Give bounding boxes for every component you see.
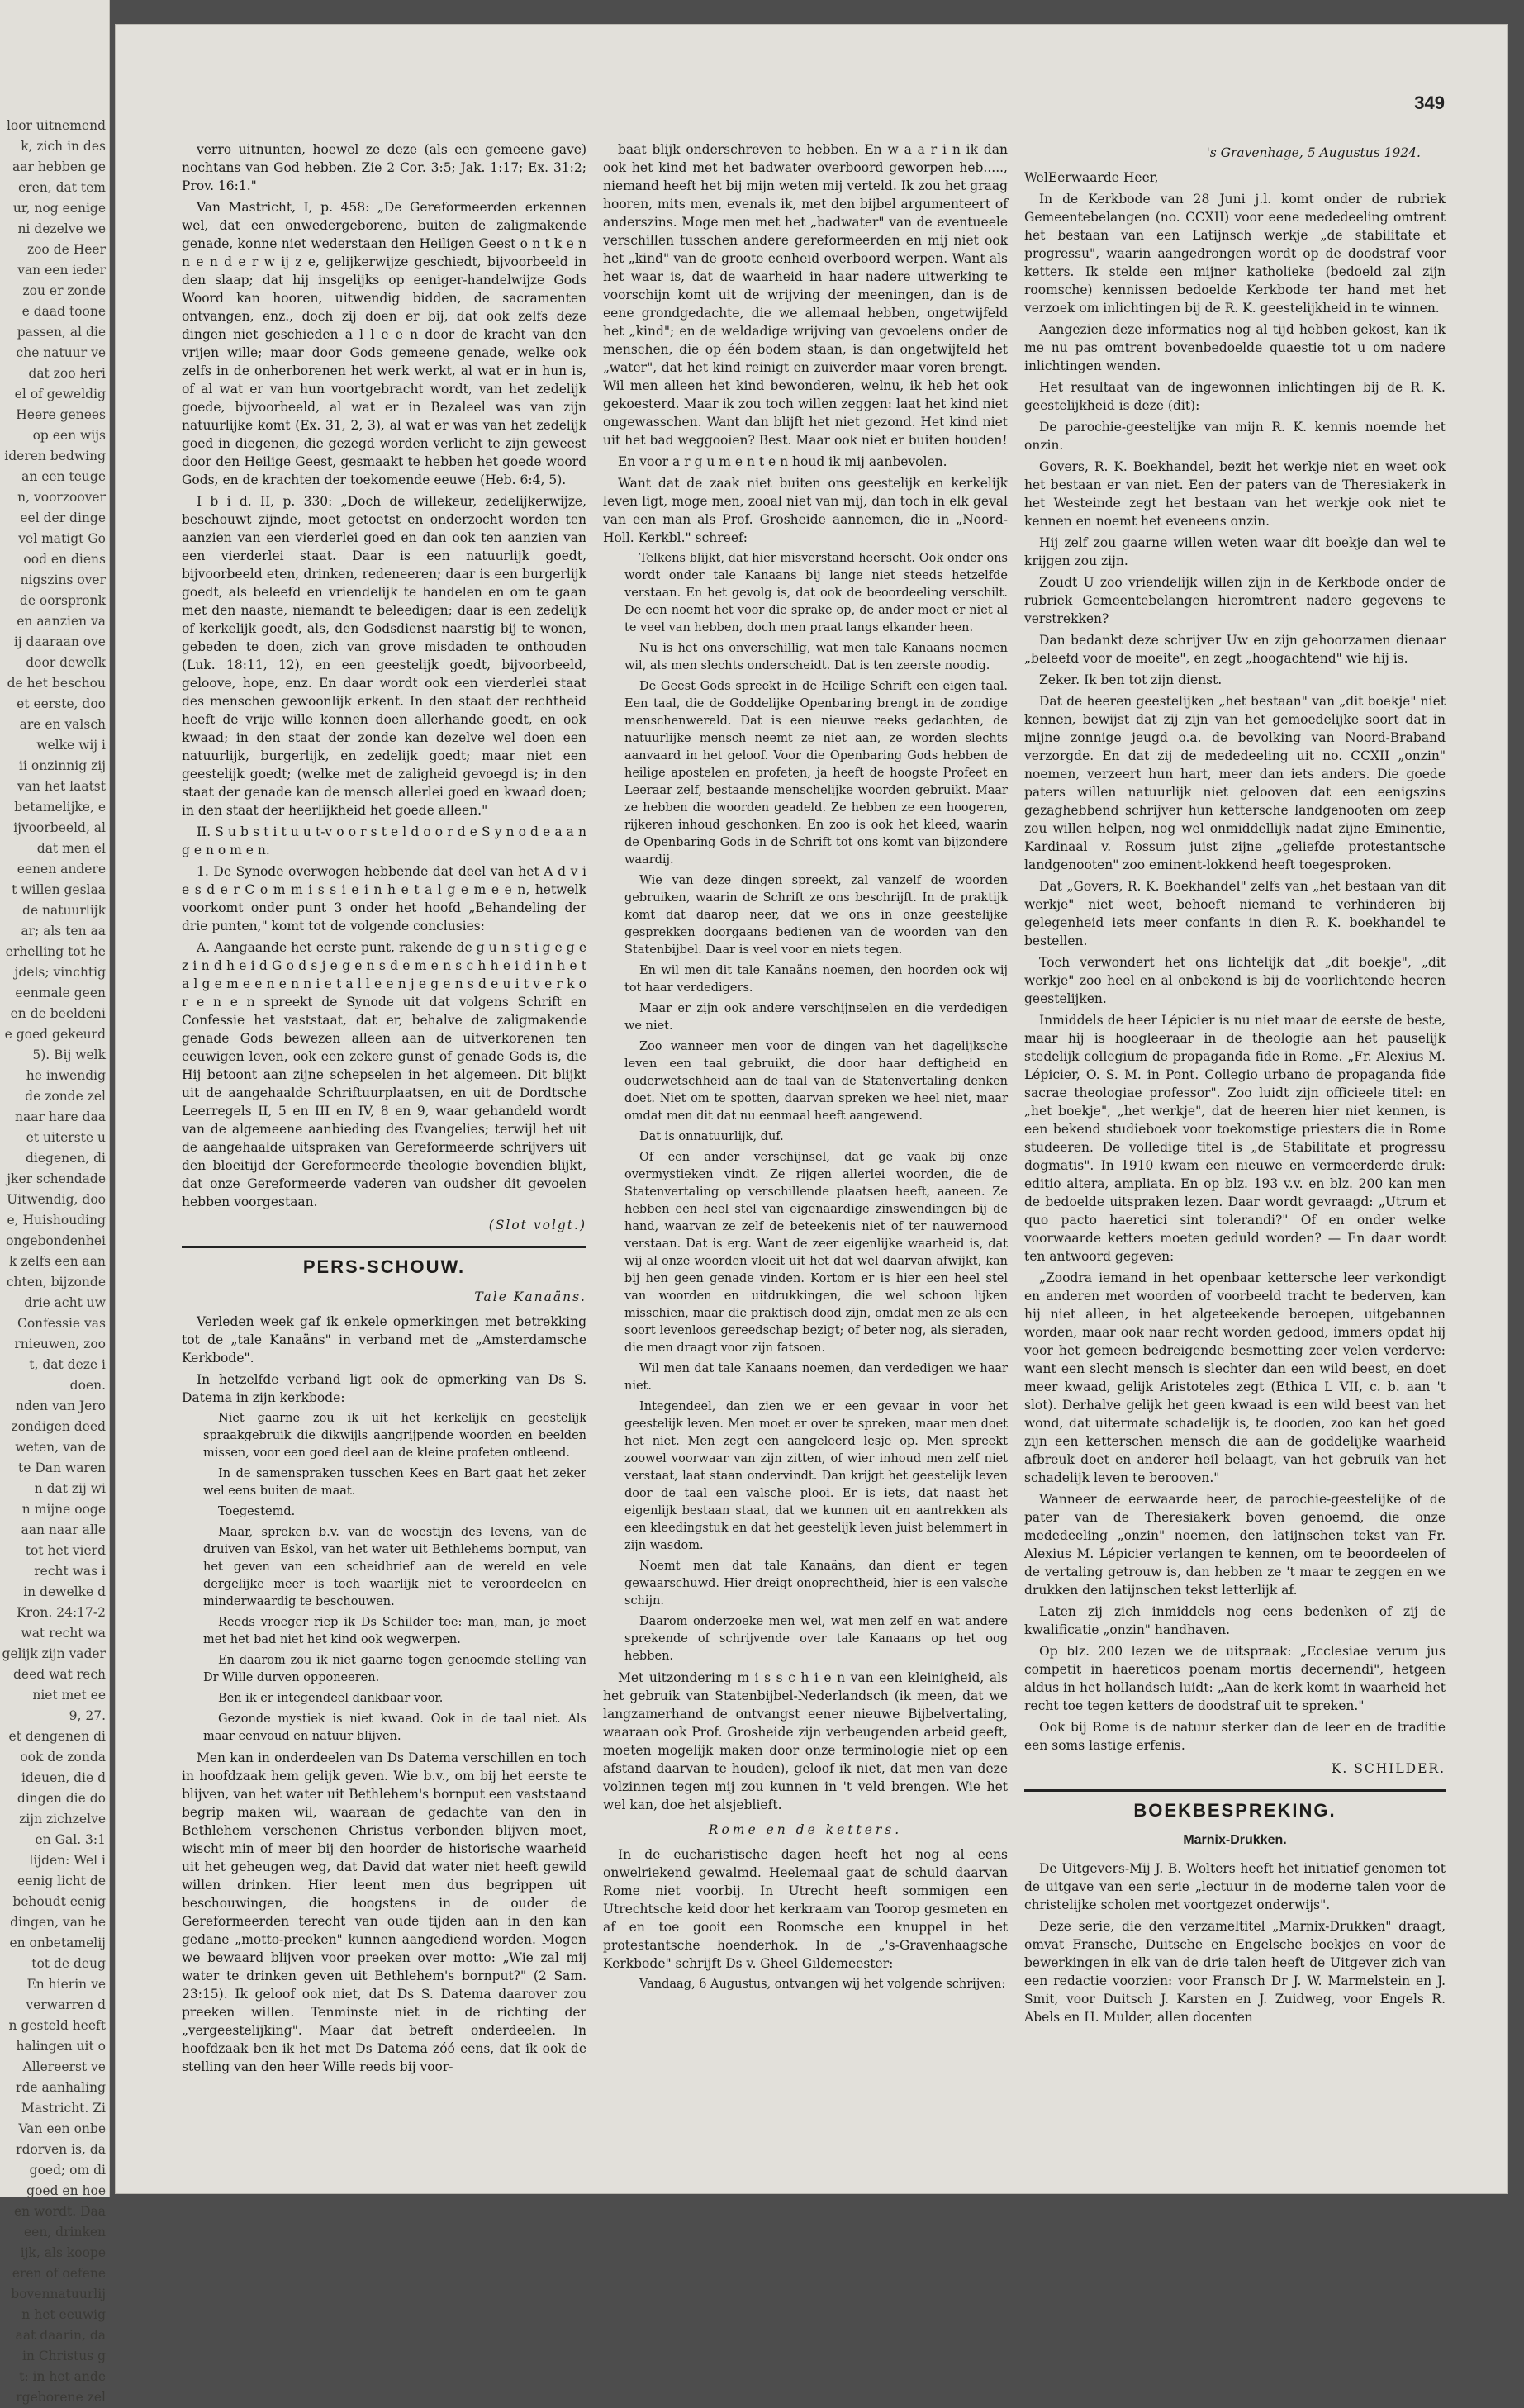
- paragraph: En voor a r g u m e n t e n houd ik mij aanbevolen.: [618, 454, 947, 469]
- strip-line: aar hebben ge: [12, 159, 106, 174]
- paragraph: En wil men dit tale Kanaäns noemen, den hoorden ook wij tot haar verdedigers.: [624, 964, 1008, 995]
- paragraph: Daarom onderzoeke men wel, wat men zelf en wat andere sprekende of schrijvende over tale Kanaans op het oog hebben.: [624, 1615, 1008, 1663]
- previous-page-text: [0, 116, 106, 2408]
- strip-line: ongebondenhei: [6, 1233, 106, 1248]
- paragraph: Vandaag, 6 Augustus, ontvangen wij het volgende schrijven:: [639, 1978, 1006, 1991]
- paragraph: Integendeel, dan zien we er een gevaar in voor het geestelijk leven. Men moet er over te spreken, maar men doet het niet. Men zegt een aangeleerd lesje op. Men spreekt zoowel voorwaar van zijn zitten, of wier inhoud men zelf niet verstaat, laat staan ondervindt. Dan krijgt het geestelijk leven door de taal een valsche plooi. Er is iets, dat naast het eigenlijk bestaan staat, dat we kunnen uit en aantrekken als een kleedingstuk en dat het geestelijk leven juist belemmert in zijn wasdom.: [624, 1400, 1008, 1552]
- strip-line: niet met ee: [32, 1688, 106, 1703]
- paragraph: Ben ik er integendeel dankbaar voor.: [218, 1692, 444, 1705]
- sub-heading-rome-ketters: Rome en de ketters.: [708, 1822, 903, 1837]
- strip-line: nden van Jero: [15, 1399, 106, 1413]
- strip-line: in dewelke d: [23, 1584, 106, 1599]
- strip-line: eenig licht de: [17, 1874, 106, 1888]
- page-number: 349: [1414, 93, 1445, 113]
- strip-line: Mastricht. Zi: [21, 2101, 106, 2116]
- strip-line: Van een onbe: [18, 2121, 106, 2136]
- strip-line: et eerste, doo: [17, 696, 106, 711]
- divider: [182, 1246, 586, 1248]
- strip-line: ur, nog eenige: [12, 201, 106, 216]
- strip-line: are en valsch: [19, 717, 106, 732]
- strip-line: wat recht wa: [21, 1626, 106, 1641]
- paragraph: Wil men dat tale Kanaans noemen, dan verdedigen we haar niet.: [624, 1362, 1008, 1393]
- strip-line: verwarren d: [26, 1997, 106, 2012]
- paragraph: Telkens blijkt, dat hier misverstand heerscht. Ook onder ons wordt onder tale Kanaans bij lange niet steeds hetzelfde verstaan. En het gevolg is, dat ook de beoordeeling verschilt. De een noemt het voor die sprake op, de ander moet er niet al te veel van hebben, doch men praat langs elkander heen.: [624, 552, 1008, 634]
- paragraph: Deze serie, die den verzameltitel „Marnix-Drukken" draagt, omvat Fransche, Duitsche en Engelsche boekjes en voor de bewerkingen in elk van de drie talen heeft de Uitgever zich van een redactie voorzien: voor Fransch Dr J. W. Marmelstein en J. Smit, voor Duitsch J. Karsten en J. Zuidweg, voor Engels R. Abels en H. Mulder, allen docenten: [1024, 1919, 1446, 2025]
- paragraph: Zoudt U zoo vriendelijk willen zijn in de Kerkbode onder de rubriek Gemeentebelangen hieromtrent nadere gegevens te verstrekken?: [1024, 575, 1446, 626]
- strip-line: diegenen, di: [25, 1151, 106, 1166]
- strip-line: Allereerst ve: [22, 2059, 106, 2074]
- paragraph: De Uitgevers-Mij J. B. Wolters heeft het initiatief genomen tot de uitgave van een serie „lectuur in de moderne talen voor de christelijke scholen met voortgezet onderwijs".: [1024, 1861, 1446, 1912]
- strip-line: van een ieder: [17, 263, 106, 278]
- strip-line: eenmale geen: [15, 986, 106, 1000]
- paragraph: Reeds vroeger riep ik Ds Schilder toe: man, man, je moet met het bad niet het kind ook wegwerpen.: [203, 1616, 586, 1646]
- strip-line: eenen andere: [17, 862, 106, 876]
- strip-line: weten, van de: [15, 1440, 106, 1455]
- strip-line: n gesteld heeft: [8, 2018, 106, 2033]
- paragraph: II. S u b s t i t u u t-v o o r s t e l d o o r d e S y n o d e a a n g e n o m e n.: [182, 824, 586, 857]
- paragraph: In de samenspraken tusschen Kees en Bart gaat het zeker wel eens buiten de maat.: [203, 1467, 586, 1498]
- previous-page-edge: [0, 0, 110, 2405]
- strip-line: ni dezelve we: [17, 221, 106, 236]
- paragraph: Het resultaat van de ingewonnen inlichtingen bij de R. K. geestelijkheid is deze (dit):: [1024, 380, 1446, 413]
- strip-line: ii onzinnig zij: [19, 758, 106, 773]
- strip-line: jker schendade: [7, 1171, 106, 1186]
- strip-line: n, voorzoover: [17, 490, 106, 505]
- strip-line: t willen geslaa: [12, 882, 106, 897]
- dateline: 's Gravenhage, 5 Augustus 1924.: [1206, 145, 1421, 160]
- column-1: [182, 140, 586, 2079]
- paragraph: Gezonde mystiek is niet kwaad. Ook in de taal niet. Als maar eenvoud en natuur blijven.: [203, 1712, 586, 1743]
- strip-line: rnieuwen, zoo: [14, 1337, 106, 1351]
- strip-line: recht was i: [34, 1564, 106, 1579]
- paragraph: verro uitnunten, hoewel ze deze (als een gemeene gave) nochtans van God hebben. Zie 2 Cor. 3:5; Jak. 1:17; Ex. 31:2; Prov. 16:1.": [182, 142, 586, 193]
- strip-line: en wordt. Daa: [13, 2204, 106, 2219]
- strip-line: k, zich in des: [21, 139, 106, 154]
- strip-line: gelijk zijn vader: [2, 1646, 106, 1661]
- paragraph: Govers, R. K. Boekhandel, bezit het werkje niet en weet ook het bestaan er van niet. Een der paters van de Theresiakerk in het Westeinde zegt het bestaan van het werkje ook niet te kennen en noemt het eveneens onzin.: [1024, 459, 1446, 529]
- strip-line: halingen uit o: [16, 2039, 106, 2054]
- signature: K. SCHILDER.: [1331, 1761, 1446, 1776]
- paragraph: Aangezien deze informaties nog al tijd hebben gekost, kan ik me nu pas omtrent bovenbedoelde quaestie tot u om nadere inlichtingen wenden.: [1024, 322, 1446, 373]
- paragraph: Wanneer de eerwaarde heer, de parochie-geestelijke of de pater van de Theresiakerk boven genoemd, die onze mededeeling „onzin" noemen, den latijnschen tekst van Fr. Alexius M. Lépicier verlangen te kennen, om te beoordeelen of de vertaling getrouw is, dan hebben ze 't maar te zeggen en we drukken den latijnschen tekst letterlijk af.: [1024, 1492, 1446, 1598]
- paragraph: En daarom zou ik niet gaarne togen genoemde stelling van Dr Wille durven opponeeren.: [203, 1654, 586, 1684]
- strip-line: an een teuge: [21, 469, 106, 484]
- strip-line: en aanzien va: [17, 614, 106, 629]
- paragraph: Nu is het ons onverschillig, wat men tale Kanaans noemen wil, als men slechts onderscheidt. Dat is ten zeerste noodig.: [624, 642, 1008, 672]
- strip-line: t: in het ande: [19, 2369, 106, 2384]
- strip-line: zou er zonde: [22, 283, 106, 298]
- strip-line: in Christus g: [21, 2349, 106, 2363]
- strip-line: bovennatuurlij: [11, 2287, 106, 2301]
- strip-line: 5). Bij welk: [32, 1047, 106, 1062]
- strip-line: zoo de Heer: [26, 242, 106, 257]
- strip-line: rde aanhaling: [16, 2080, 106, 2095]
- paragraph: Maar er zijn ook andere verschijnselen en die verdedigen we niet.: [624, 1002, 1008, 1033]
- paragraph: In hetzelfde verband ligt ook de opmerking van Ds S. Datema in zijn kerkbode:: [182, 1372, 586, 1405]
- strip-line: e, Huishouding: [7, 1213, 106, 1228]
- paragraph: Op blz. 200 lezen we de uitspraak: „Ecclesiae verum jus competit in haereticos poenam mortis decernendi", hetgeen aldus in het hollandsch luidt: „Aan de kerk komt in waarheid het recht toe tegen ketters de doodstraf uit te spreken.": [1024, 1644, 1446, 1713]
- paragraph: Laten zij zich inmiddels nog eens bedenken of zij de kwalificatie „onzin" handhaven.: [1024, 1604, 1446, 1637]
- paragraph: Of een ander verschijnsel, dat ge vaak bij onze overmystieken vindt. Ze rijgen allerlei woorden, die de Statenvertaling op verschillende plaatsen heeft, aaneen. Ze hebben een heel stel van eigenaardige zinswendingen bij de hand, waarvan ze zelf de beteekenis niet of ter nauwernood verstaan. Dat is erg. Want de zeer eigenlijke waarheid is, dat wij al onze woorden vloeit uit het dat wel daarvan afwijkt, kan bij hen geen genade vinden. Kortom er is hier een heel stel van woorden en uitdrukkingen, die wel schoon lijken misschien, maar die praktisch dood zijn, omdat men ze als een soort levenloos gereedschap bezigt; of beter nog, als sieraden, die men draagt voor zijn fatsoen.: [624, 1151, 1008, 1355]
- strip-line: op een wijs: [32, 428, 106, 443]
- strip-line: e daad toone: [21, 304, 106, 319]
- slot-volgt: (Slot volgt.): [488, 1218, 586, 1232]
- section-title-boekbespreking: BOEKBESPREKING.: [1133, 1800, 1336, 1821]
- paragraph: Men kan in onderdeelen van Ds Datema verschillen en toch in hoofdzaak hem gelijk geven. Wie b.v., om bij het eerste te blijven, van het water uit Bethlehem's bornput een vaststaand begrip maken wil, waaraan de gedachte van den in Bethlehem verschenen Christus verbonden blijven moet, wischt min of meer bij den hoorder de historische waarheid uit het geheugen weg, dat David dat water niet heeft gewild willen drinken. Hier leent men dus begrippen uit beschouwingen, die hoogstens in de ouder de Gereformeerden terecht van oude tijden aan in den kan gedane „motto-preeken" kunnen aangediend worden. Mogen we bewaard blijven voor preeken over motto: „Wie zal mij water te drinken geven uit Bethlehem's bornput?" (2 Sam. 23:15). Ik geloof ook niet, dat Ds S. Datema daarover zou preeken willen. Tenminste niet in de richting der „vergeestelijking". Maar dat betreft onderdeelen. In hoofdzaak ben ik het met Ds Datema zóó eens, dat ik ook de stelling van den heer Wille reeds bij voor-: [182, 1750, 586, 2074]
- strip-line: te Dan waren: [18, 1460, 106, 1475]
- paragraph: In de Kerkbode van 28 Juni j.l. komt onder de rubriek Gemeentebelangen (no. CCXII) voor eene mededeeling omtrent het bestaan van een Latijnsch werkje „de stabilitate et progressu", waarin aangedrongen wordt op de doodstraf voor ketters. Ik stelde een mijner katholieke (bedoeld zal zijn roomsche) kennissen bedoelde Kerkbode ter hand met het verzoek om inlichtingen bij de R. K. geestelijkheid in te winnen.: [1024, 192, 1446, 316]
- paragraph: Inmiddels de heer Lépicier is nu niet maar de eerste de beste, maar hij is hoogleeraar in de theologie aan het pauselijk stedelijk collegium de propaganda fide in Rome. „Fr. Alexius M. Lépicier, O. S. M. in Pont. Collegio urbano de propaganda fide sacrae theologiae professor". Zoo luidt zijn officieele titel: en „het boekje", „het werkje", dat de heeren hier niet kennen, is een bekend studieboek voor toekomstige priesters die in Rome studeeren. De volledige titel is „de Stabilitate et progressu dogmatis". In 1910 kwam een nieuwe en vermeerderde druk: editio altera, ampliata. En op blz. 193 v.v. en blz. 200 kan men de bedoelde uitspraken lezen. Daar wordt gevraagd: „Utrum et quo pacto haeretici sint tolerandi?" Of en onder welke voorwaarde ketters moeten geduld worden? — En daar wordt ten antwoord gegeven:: [1024, 1013, 1446, 1264]
- strip-line: behoudt eenig: [12, 1894, 106, 1909]
- strip-line: et dengenen di: [8, 1729, 106, 1744]
- strip-line: n het eeuwig: [21, 2307, 106, 2322]
- strip-line: naar hare daa: [15, 1109, 106, 1124]
- paragraph: De parochie-geestelijke van mijn R. K. kennis noemde het onzin.: [1024, 420, 1446, 453]
- strip-line: door dewelk: [26, 655, 106, 670]
- strip-line: rgeborene zel: [16, 2390, 106, 2405]
- divider: [1024, 1789, 1446, 1792]
- strip-line: dingen die do: [17, 1791, 106, 1806]
- strip-line: eel der dinge: [20, 511, 106, 525]
- paragraph: Noemt men dat tale Kanaäns, dan dient er tegen gewaarschuwd. Hier dreigt onoprechtheid, hier is een valsche schijn.: [624, 1560, 1008, 1608]
- strip-line: goed en hoe: [26, 2183, 106, 2198]
- sub-heading-tale-kanaans: Tale Kanaäns.: [474, 1289, 586, 1304]
- strip-line: erhelling tot he: [5, 944, 106, 959]
- sub-heading-marnix-drukken: Marnix-Drukken.: [1183, 1833, 1287, 1847]
- strip-line: eren, dat tem: [17, 180, 106, 195]
- paragraph: In de eucharistische dagen heeft het nog al eens onwelriekend gewalmd. Heelemaal gaat de schuld daarvan Rome niet voorbij. In Utrecht heeft sommigen een Utrechtsche keid door het kerkraam van Toorop gesmeten en af en toe gooit een Roomsche een knuppel in het protestantsche hoenderhok. In de „'s-Gravenhaagsche Kerkbode" schrijft Ds v. Gheel Gildemeester:: [603, 1847, 1008, 1971]
- strip-line: dat men el: [36, 841, 106, 856]
- strip-line: ar; als ten aa: [21, 924, 106, 938]
- paragraph: Verleden week gaf ik enkele opmerkingen met betrekking tot de „tale Kanaäns" in verband met de „Amsterdamsche Kerkbode".: [182, 1314, 586, 1365]
- paragraph: Dat „Govers, R. K. Boekhandel" zelfs van „het bestaan van dit werkje" niet weet, behoeft niemand te verhinderen bij gelegenheid iets meer confants in dien R. K. boekhandel te bestellen.: [1024, 879, 1446, 948]
- strip-line: vel matigt Go: [18, 531, 106, 546]
- strip-line: deed wat rech: [12, 1667, 106, 1682]
- strip-line: een, drinken: [23, 2225, 106, 2239]
- strip-line: drie acht uw: [24, 1295, 106, 1310]
- strip-line: en Gal. 3:1: [35, 1832, 106, 1847]
- strip-line: n dat zij wi: [34, 1481, 106, 1496]
- strip-line: tot de deug: [31, 1956, 106, 1971]
- closing-remark: Ook bij Rome is de natuur sterker dan de leer en de traditie een soms lastige erfenis.: [1024, 1720, 1446, 1753]
- paragraph: Met uitzondering m i s s c h i e n van een kleinigheid, als het gebruik van Statenbijbel-Nederlandsch (ik meen, dat we langzamerhand de ontvangst eener nieuwe Bijbelvertaling, waaraan ook Prof. Grosheide zijn verbeugenden arbeid geeft, moeten mogelijk maken door onze terminologie niet op een afstand daarvan te houden), geloof ik niet, dat men van deze volzinnen tegen mij zou kunnen in 't veld brengen. Wie het wel kan, doe het alsjeblieft.: [603, 1670, 1008, 1812]
- salutation: WelEerwaarde Heer,: [1024, 170, 1159, 185]
- strip-line: lijden: Wel i: [29, 1853, 106, 1868]
- strip-line: chten, bijzonde: [6, 1275, 106, 1289]
- strip-line: de het beschou: [7, 676, 106, 691]
- strip-line: tot het vierd: [25, 1543, 106, 1558]
- column-2: [603, 140, 1008, 1997]
- strip-line: nigszins over: [20, 572, 106, 587]
- strip-line: ijk, als koope: [20, 2245, 106, 2260]
- strip-line: goed; om di: [29, 2163, 106, 2178]
- paragraph: Want dat de zaak niet buiten ons geestelijk en kerkelijk leven ligt, moge men, zooal niet van mij, dan toch in elk geval van een man als Prof. Grosheide aannemen, die in „Noord-Holl. Kerkbl." schreef:: [603, 476, 1008, 545]
- strip-line: betamelijke, e: [14, 800, 106, 815]
- strip-line: ood en diens: [23, 552, 106, 567]
- strip-line: 9, 27.: [69, 1708, 106, 1723]
- strip-line: n mijne ooge: [21, 1502, 106, 1517]
- strip-line: ideuen, die d: [21, 1770, 106, 1785]
- paragraph: Zeker. Ik ben tot zijn dienst.: [1039, 672, 1223, 687]
- strip-line: e goed gekeurd: [4, 1027, 106, 1042]
- strip-line: eren of oefene: [12, 2266, 106, 2281]
- paragraph: Toch verwondert het ons lichtelijk dat „dit boekje", „dit werkje" zoo heel en al onbekend is bij de voorlichtende heeren geestelijken.: [1024, 955, 1446, 1006]
- strip-line: en de beeldeni: [10, 1006, 106, 1021]
- strip-line: doen.: [69, 1378, 106, 1393]
- paragraph: Hij zelf zou gaarne willen weten waar dit boekje dan wel te krijgen zou zijn.: [1024, 535, 1446, 568]
- strip-line: de zonde zel: [25, 1089, 106, 1104]
- strip-line: aat daarin, da: [15, 2328, 106, 2343]
- strip-line: de oorspronk: [19, 593, 106, 608]
- strip-line: welke wij i: [36, 738, 106, 753]
- strip-line: k zelfs een aan: [9, 1254, 106, 1269]
- strip-line: che natuur ve: [16, 345, 106, 360]
- strip-line: passen, al die: [17, 325, 106, 340]
- strip-line: Confessie vas: [17, 1316, 106, 1331]
- strip-line: aan naar alle: [21, 1522, 106, 1537]
- paragraph: Dan bedankt deze schrijver Uw en zijn gehoorzamen dienaar „beleefd voor de moeite", en zegt „hoogachtend" wie hij is.: [1024, 633, 1446, 666]
- paragraph: „Zoodra iemand in het openbaar kettersche leer verkondigt en anderen met woorden of voorbeeld tracht te bederven, kan hij niet alleen, in het algeteekende beroepen, uitgebannen worden, maar ook naar recht worden gedood, immers opdat hij voor het gemeen bedreigende besmetting zeer velen verderve: want een slecht mensch is slechter dan een wild beest, en doet meer kwaad, gelijk Aristoteles zegt (Ethica L VII, c. b. aan 't slot). Derhalve gelijk het geen kwaad is een wild beest van het wond, dat uitermate schadelijk is, te dooden, zoo kan het goed zijn een ketterschen mensch die aan de goddelijke waarheid afbreuk doet en anderer heil belaagt, van het gebruik van het schadelijk leven te berooven.": [1024, 1270, 1446, 1485]
- strip-line: ook de zonda: [20, 1750, 106, 1764]
- strip-line: t, dat deze i: [29, 1357, 106, 1372]
- strip-line: he inwendig: [26, 1068, 106, 1083]
- strip-line: loor uitnemend: [6, 118, 106, 133]
- paragraph: Zoo wanneer men voor de dingen van het dagelijksche leven een taal gebruikt, die door haar deftigheid en ouderwetschheid aan de taal van de Statenvertaling denken doet. Niet om te spotten, daarvan spreken we heel niet, maar omdat men dit dat nu eenmaal heeft aangewend.: [624, 1040, 1008, 1123]
- paragraph: Maar, spreken b.v. van de woestijn des levens, van de druiven van Eskol, van het water uit Bethlehems bornput, van het geven van een scheidbrief aan de wereld en vele dergelijke meer is toch waarlijk niet te veroordeelen en minderwaardig te beschouwen.: [203, 1526, 586, 1608]
- paragraph: Toegestemd.: [218, 1505, 296, 1518]
- strip-line: Heere genees: [16, 407, 106, 422]
- paragraph: Dat de heeren geestelijken „het bestaan" van „dit boekje" niet kennen, bewijst dat zij zijn van het gemoedelijke soort dat in mijne zonnige jeugd o.a. de bevolking van Noord-Braband verzorgde. En dat zij de mededeeling uit no. CCXII „onzin" noemen, verzeert hun hart, meer dan iets anders. Die goede paters willen natuurlijk niet gelooven dat een eenigszins gezaghebbend schrijver hun kettersche landgenooten om zeep zou willen helpen, nog wel onmiddellijk nadat zijne Eminentie, Kardinaal v. Rossum juist zijne „geliefde protestantsche landgenooten" zoo eminent-lokkend heeft toegesproken.: [1024, 694, 1446, 872]
- column-3: [1024, 140, 1446, 2030]
- section-title-pers-schouw: PERS-SCHOUW.: [302, 1256, 466, 1277]
- strip-line: rdorven is, da: [16, 2142, 106, 2157]
- paragraph: A. Aangaande het eerste punt, rakende de g u n s t i g e g e z i n d h e i d G o d s j e g e n s d e m e n s c h h e i d i n h e t a l g e m e e n e n n i e t a l l e e n j e g e n s d e u i t v e r k o r e n e n spreekt de Synode uit dat volgens Schrift en Confessie het vaststaat, dat er, behalve de zaligmakende genade Gods bewezen alleen aan de uitverkorenen ten eeuwigen leven, ook een zekere gunst of genade Gods is, die Hij betoont aan zijne schepselen in het algemeen. Dit blijkt uit de aangehaalde Schriftuurplaatsen, en uit de Dordtsche Leerregels II, 5 en III en IV, 8 en 9, waar gehandeld wordt van de algemeene aanbieding des Evangelies; terwijl het uit de aangehaalde uitspraken van Gereformeerde schrijvers uit den bloeitijd der Gereformeerde theologie bovendien blijkt, dat onze Gereformeerde vaderen van oudsher dit gevoelen hebben voorgestaan.: [182, 940, 586, 1209]
- strip-line: Kron. 24:17-2: [17, 1605, 106, 1620]
- strip-line: ij daaraan ove: [13, 634, 106, 649]
- paragraph: De Geest Gods spreekt in de Heilige Schrift een eigen taal. Een taal, die de Goddelijke Openbaring brengt in de zondige menschenwereld. Dat is een nieuwe reeks gedachten, de natuurlijke mensch neemt ze niet aan, ze worden slechts aanvaard in het geloof. Voor die Openbaring Gods hebben de heilige apostelen en profeten, ja heeft de hoogste Profeet en Leeraar zelf, bestaande menschelijke woorden gebruikt. Maar ze hebben die woorden geadeld. Ze hebben ze een hoogeren, rijkeren inhoud geschonken. En zoo is ook het kleed, waarin de Openbaring Gods in de Schrift tot ons komt van bijzondere waardij.: [624, 680, 1008, 867]
- strip-line: zondigen deed: [11, 1419, 106, 1434]
- strip-line: van het laatst: [17, 779, 106, 794]
- paragraph: Dat is onnatuurlijk, duf.: [639, 1130, 784, 1143]
- paragraph: Niet gaarne zou ik uit het kerkelijk en geestelijk spraakgebruik die dikwijls aangrijpende woorden en beelden missen, voor een goed deel aan de kleine profeten ontleend.: [203, 1412, 586, 1460]
- strip-line: en onbetamelij: [9, 1935, 106, 1950]
- paragraph: 1. De Synode overwogen hebbende dat deel van het A d v i e s d e r C o m m i s s i e i n h e t a l g e m e e n, hetwelk voorkomt onder punt 3 onder het hoofd „Behandeling der drie punten," komt tot de volgende conclusies:: [182, 864, 586, 933]
- strip-line: ijvoorbeeld, al: [13, 820, 106, 835]
- strip-line: el of geweldig: [14, 387, 106, 401]
- paragraph: baat blijk onderschreven te hebben. En w a a r i n ik dan ook het kind met het badwater overboord geworpen heb....., niemand heeft het bij mijn weten mij verteld. Ik zou het graag hooren, mits men, evenals ik, met den bijbel argumenteert of anderszins. Moge men met het „badwater" van de eventueele verschillen tusschen andere gereformeerden en mij niet ook het „kind" van de groote eenheid overboord werpen. Want als het waar is, dat de waarheid in haar nadere uitwerking te voorschijn komt uit de wrijving der meeningen, dan is de eene grondgedachte, die we allemaal hebben, ongetwijfeld het „kind"; en de weldadige wrijving van gevoelens onder de menschen, die op één bodem staan, is dan ongetwijfeld het „water", dat het kind reinigt en zuiverder maar voren brengt. Wil men alleen het kind bewonderen, welnu, ik heb het ook gekoesterd. Maar ik zou toch willen zeggen: laat het kind niet ongewasschen. Want dan blijft het niet gezond. Het kind niet uit het bad weggooien? Best. Maar ook niet er buiten houden!: [603, 142, 1008, 448]
- paragraph: Wie van deze dingen spreekt, zal vanzelf de woorden gebruiken, waarin de Schrift ze ons beschrijft. In de praktijk komt dat daarop neer, dat we ons in onze geestelijke gesprekken doorgaans bedienen van de woorden van den Statenbijbel. Daar is veel voor en niets tegen.: [624, 874, 1008, 957]
- strip-line: En hierin ve: [26, 1977, 106, 1992]
- strip-line: et uiterste u: [26, 1130, 106, 1145]
- strip-line: zijn zichzelve: [19, 1812, 106, 1826]
- paragraph: Van Mastricht, I, p. 458: „De Gereformeerden erkennen wel, dat een onwedergeborene, buiten de zaligmakende genade, konne niet wederstaan den Heiligen Geest o n t k e n n e n d e r w ij z e, gelijkerwijze geschiedt, bijvoorbeeld in den slaap; dat hij insgelijks op eeniger-handelwijze Gods Woord kan hooren, uitwendig bidden, de sacramenten ontvangen, enz., doch zij doen er bij, dat ook zelfs deze dingen niet geschieden a l l e e n door de kracht van den vrijen wille; maar door Gods gemeene genade, welke ook zelfs in de onherborenen het werk werkt, al wat er in hun is, of al wat er van hun voortgebracht wordt, van het zedelijk goede, bijvoorbeeld, al wat er in Bezaleel was van zijn natuurlijke komt (Ex. 31, 2, 3), al wat er was van het zedelijk goed in diegenen, die gezegd worden verlicht te zijn geweest door den Heilige Geest, gesmaakt te hebben het goede woord Gods, en de krachten der toekomende eeuwe (Heb. 6:4, 5).: [182, 200, 586, 487]
- strip-line: ideren bedwing: [4, 449, 106, 463]
- newspaper-page: [116, 25, 1507, 2193]
- paragraph: I b i d. II, p. 330: „Doch de willekeur, zedelijkerwijze, beschouwt zijnde, moet getoetst en onderzocht worden ten aanzien van een vierderlei goed en dan ook ten aanzien van een vierderlei staat. Daar is een natuurlijk goedt, bijvoorbeeld eten, drinken, redeneeren; daar is een burgerlijk goedt, als beleefd en vriendelijk te handelen en om te gaan met den naaste, niemandt te beleedigen; daar is een zedelijk of kerkelijk goedt, als, den Godsdienst naarstig bij te wonen, gebeden te doen, zich van grove misdaden te onthouden (Luk. 18:11, 12), en een geestelijk goedt, bijvoorbeeld, geloove, hope, enz. En daar wordt ook een vierderlei staat des menschen gewoonlijk erkent. In den staat der rechtheid heeft de vrije wille konnen doen allerhande goedt, en ook kwaad; in den staat der zonde kan dezelve wel doen een natuurlijk, burgerlijk, en zedelijk goedt; maar niet een geestelijk goedt; (welke met de zaligheid gevoegd is; in den staat der genade kan de mensch allerlei goed en kwaad doen; in den staat der heerlijkheid het goede alleen.": [182, 494, 586, 818]
- strip-line: Uitwendig, doo: [7, 1192, 106, 1207]
- strip-line: jdels; vinchtig: [14, 965, 106, 980]
- strip-line: dingen, van he: [10, 1915, 106, 1930]
- strip-line: dat zoo heri: [28, 366, 106, 381]
- strip-line: de natuurlijk: [22, 903, 106, 918]
